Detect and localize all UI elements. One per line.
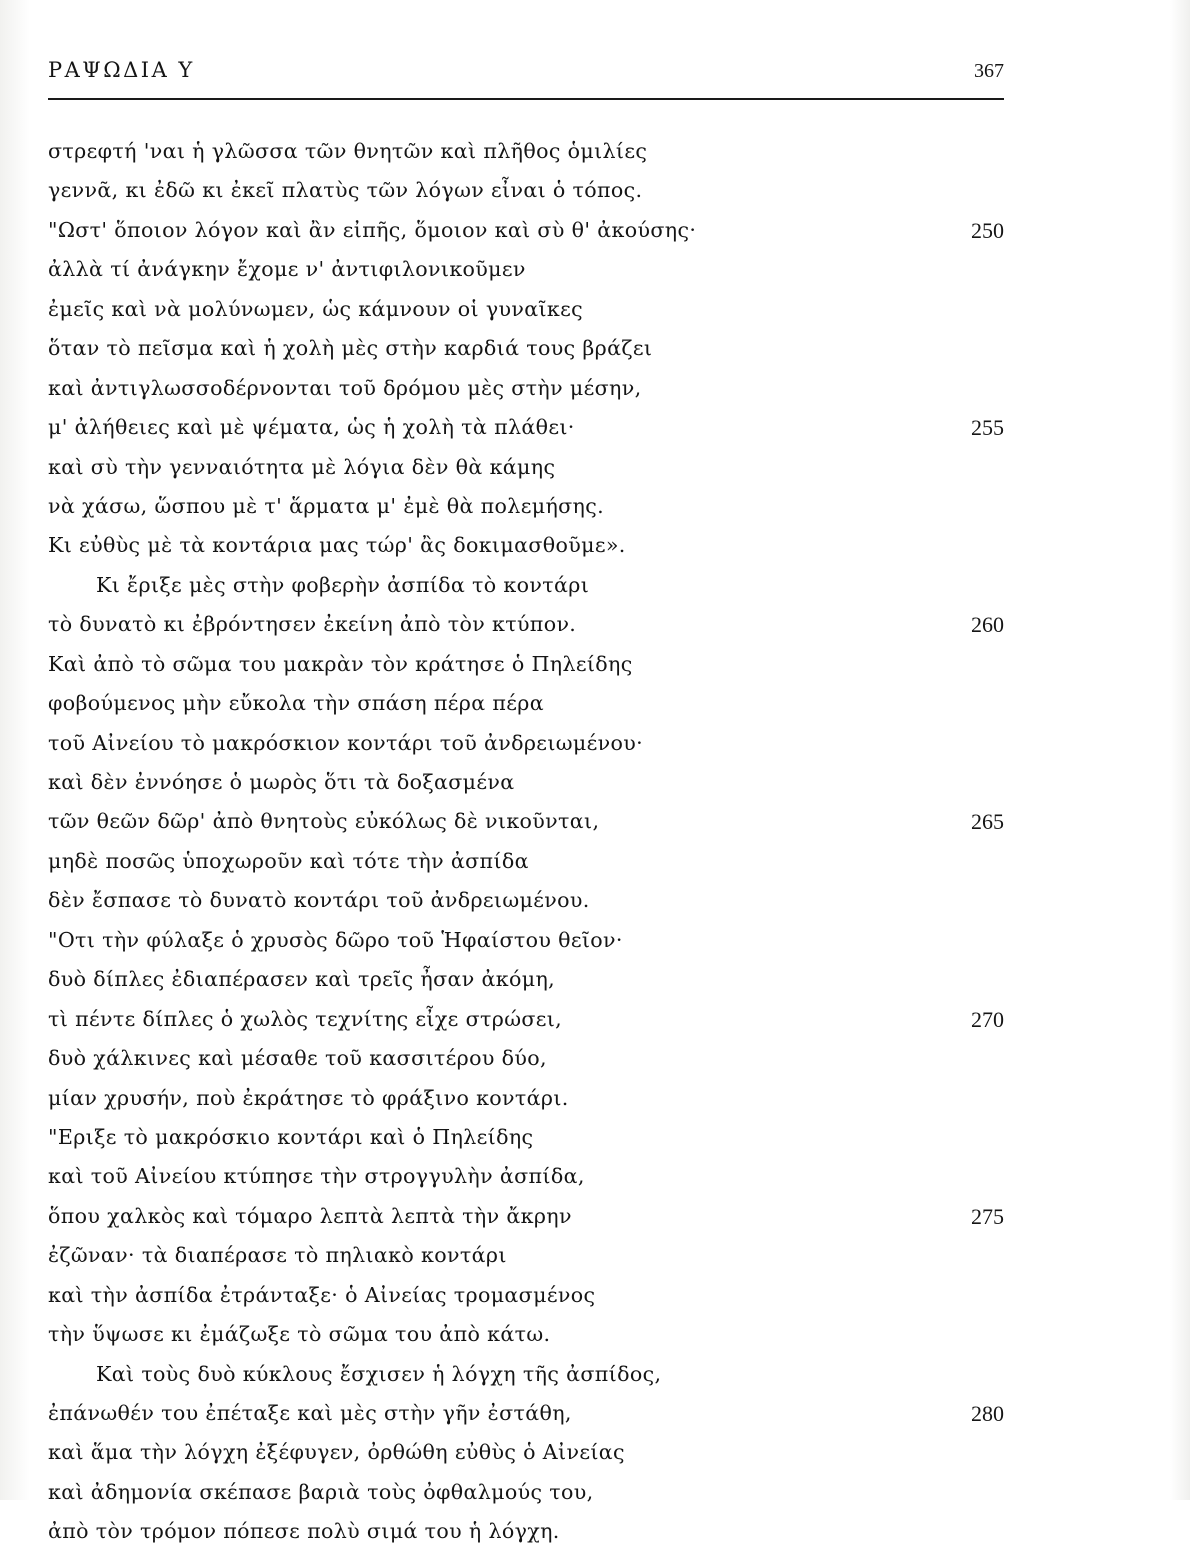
verse-text: δυὸ δίπλες ἐδιαπέρασεν καὶ τρεῖς ἦσαν ἀκόμη, [48, 967, 556, 992]
verse-line [48, 881, 1004, 920]
verse-line [48, 448, 1004, 487]
verse-line [48, 408, 1004, 447]
line-number: 275 [971, 1203, 1004, 1229]
verse-line [48, 1473, 1004, 1512]
verse-line [48, 487, 1004, 526]
verse-text: τὶ πέντε δίπλες ὁ χωλὸς τεχνίτης εἶχε στρώσει, [48, 1006, 563, 1031]
verse-line [48, 763, 1004, 802]
verse-text: ἐμεῖς καὶ νὰ μολύνωμεν, ὡς κάμνουν οἱ γυναῖκες [48, 296, 584, 321]
verse-text: ἀλλὰ τί ἀνάγκην ἔχομε ν' ἀντιφιλονικοῦμεν [48, 257, 526, 282]
header-rule [48, 98, 1004, 100]
line-number: 250 [971, 217, 1004, 243]
verse-line [48, 684, 1004, 723]
verse-line [48, 1512, 1004, 1551]
verse-text: γεννᾶ, κι ἐδῶ κι ἐκεῖ πλατὺς τῶν λόγων εἶναι ὁ τόπος. [48, 178, 643, 203]
verse-line [48, 802, 1004, 841]
verse-text: καὶ ἀδημονία σκέπασε βαριὰ τοὺς ὀφθαλμούς του, [48, 1479, 594, 1504]
verse-line [48, 1197, 1004, 1236]
verse-text: μηδὲ ποσῶς ὑποχωροῦν καὶ τότε τὴν ἀσπίδα [48, 848, 529, 873]
verse-line [48, 1079, 1004, 1118]
verse-text: καὶ ἀντιγλωσσοδέρνονται τοῦ δρόμου μὲς στὴν μέσην, [48, 375, 642, 400]
verse-text: μ' ἀλήθειες καὶ μὲ ψέματα, ὡς ἡ χολὴ τὰ πλάθει· [48, 415, 575, 440]
verse-text: Κι ἔριξε μὲς στὴν φοβερὴν ἀσπίδα τὸ κοντάρι [96, 572, 590, 597]
verse-line [48, 960, 1004, 999]
verse-line [48, 566, 1004, 605]
verse-line [48, 290, 1004, 329]
verse-line [48, 1276, 1004, 1315]
verse-text: "Οτι τὴν φύλαξε ὁ χρυσὸς δῶρο τοῦ Ἡφαίστου θεῖον· [48, 927, 623, 952]
verse-text: καὶ σὺ τὴν γενναιότητα μὲ λόγια δὲν θὰ κάμης [48, 454, 556, 479]
page-number: 367 [974, 60, 1004, 82]
line-number: 255 [971, 415, 1004, 441]
verse-line [48, 1039, 1004, 1078]
verse-text: ἀπὸ τὸν τρόμον πόπεσε πολὺ σιμά του ἡ λόγχη. [48, 1519, 560, 1544]
verse-text: ὅπου χαλκὸς καὶ τόμαρο λεπτὰ λεπτὰ τὴν ἄκρην [48, 1203, 572, 1228]
verse-line [48, 1118, 1004, 1157]
verse-text: καὶ τὴν ἀσπίδα ἐτράνταξε· ὁ Αἰνείας τρομασμένος [48, 1282, 596, 1307]
verse-text: τῶν θεῶν δῶρ' ἀπὸ θνητοὺς εὐκόλως δὲ νικοῦνται, [48, 809, 600, 834]
verse-line [48, 1236, 1004, 1275]
verse-line [48, 526, 1004, 565]
verse-text: Καὶ ἀπὸ τὸ σῶμα του μακρὰν τὸν κράτησε ὁ Πηλείδης [48, 651, 633, 676]
verse-text: τὸ δυνατὸ κι ἐβρόντησεν ἐκείνη ἀπὸ τὸν κτύπον. [48, 612, 577, 637]
verse-line [48, 1157, 1004, 1196]
running-title: ΡΑΨΩΔΙΑ Υ [48, 58, 195, 82]
verse-text: μίαν χρυσήν, ποὺ ἐκράτησε τὸ φράξινο κοντάρι. [48, 1085, 569, 1110]
verse-line [48, 605, 1004, 644]
verse-line [48, 132, 1004, 171]
verse-line [48, 921, 1004, 960]
verse-line [48, 329, 1004, 368]
verse-text: ἐπάνωθέν του ἐπέταξε καὶ μὲς στὴν γῆν ἐστάθη, [48, 1401, 572, 1425]
verse-line [48, 1394, 1004, 1433]
line-number: 270 [971, 1006, 1004, 1032]
verse-text: καὶ τοῦ Αἰνείου κτύπησε τὴν στρογγυλὴν ἀσπίδα, [48, 1164, 585, 1189]
verse-text: ὅταν τὸ πεῖσμα καὶ ἡ χολὴ μὲς στὴν καρδιά τους βράζει [48, 336, 653, 361]
verse-line [48, 842, 1004, 881]
verse-text: "Ωστ' ὅποιον λόγον καὶ ἂν εἰπῆς, ὅμοιον καὶ σὺ θ' ἀκούσης· [48, 217, 697, 242]
line-number: 280 [971, 1401, 1004, 1426]
verse-line [48, 1433, 1004, 1472]
verse-text: "Εριξε τὸ μακρόσκιο κοντάρι καὶ ὁ Πηλείδης [48, 1124, 534, 1149]
verse-text: Καὶ τοὺς δυὸ κύκλους ἔσχισεν ἡ λόγχη τῆς ἀσπίδος, [96, 1361, 662, 1386]
line-number: 260 [971, 612, 1004, 638]
verse-line [48, 211, 1004, 250]
verse-block [48, 132, 1004, 1552]
verse-line [48, 1000, 1004, 1039]
verse-line [48, 171, 1004, 210]
verse-text: νὰ χάσω, ὥσπου μὲ τ' ἅρματα μ' ἐμὲ θὰ πολεμήσης. [48, 493, 605, 518]
verse-text: ἐζῶναν· τὰ διαπέρασε τὸ πηλιακὸ κοντάρι [48, 1243, 507, 1268]
verse-line [48, 1355, 1004, 1394]
verse-text: φοβούμενος μὴν εὔκολα τὴν σπάση πέρα πέρα [48, 691, 545, 716]
verse-text: καὶ ἅμα τὴν λόγχη ἐξέφυγεν, ὀρθώθη εὐθὺς ὁ Αἰνείας [48, 1440, 625, 1465]
verse-line [48, 645, 1004, 684]
verse-text: δὲν ἔσπασε τὸ δυνατὸ κοντάρι τοῦ ἀνδρειωμένου. [48, 888, 590, 913]
verse-text: στρεφτή 'ναι ἡ γλῶσσα τῶν θνητῶν καὶ πλῆθος ὁμιλίες [48, 139, 648, 163]
verse-line [48, 369, 1004, 408]
line-number: 265 [971, 809, 1004, 835]
verse-line [48, 1315, 1004, 1354]
verse-text: τὴν ὕψωσε κι ἐμάζωξε τὸ σῶμα του ἀπὸ κάτω. [48, 1322, 551, 1347]
verse-text: καὶ δὲν ἐννόησε ὁ μωρὸς ὅτι τὰ δοξασμένα [48, 770, 515, 794]
verse-line [48, 724, 1004, 763]
verse-line [48, 250, 1004, 289]
verse-text: τοῦ Αἰνείου τὸ μακρόσκιον κοντάρι τοῦ ἀνδρειωμένου· [48, 730, 644, 755]
page-header [48, 58, 1004, 92]
verse-text: Κι εὐθὺς μὲ τὰ κοντάρια μας τώρ' ἂς δοκιμασθοῦμε». [48, 533, 626, 558]
verse-text: δυὸ χάλκινες καὶ μέσαθε τοῦ κασσιτέρου δύο, [48, 1046, 547, 1071]
